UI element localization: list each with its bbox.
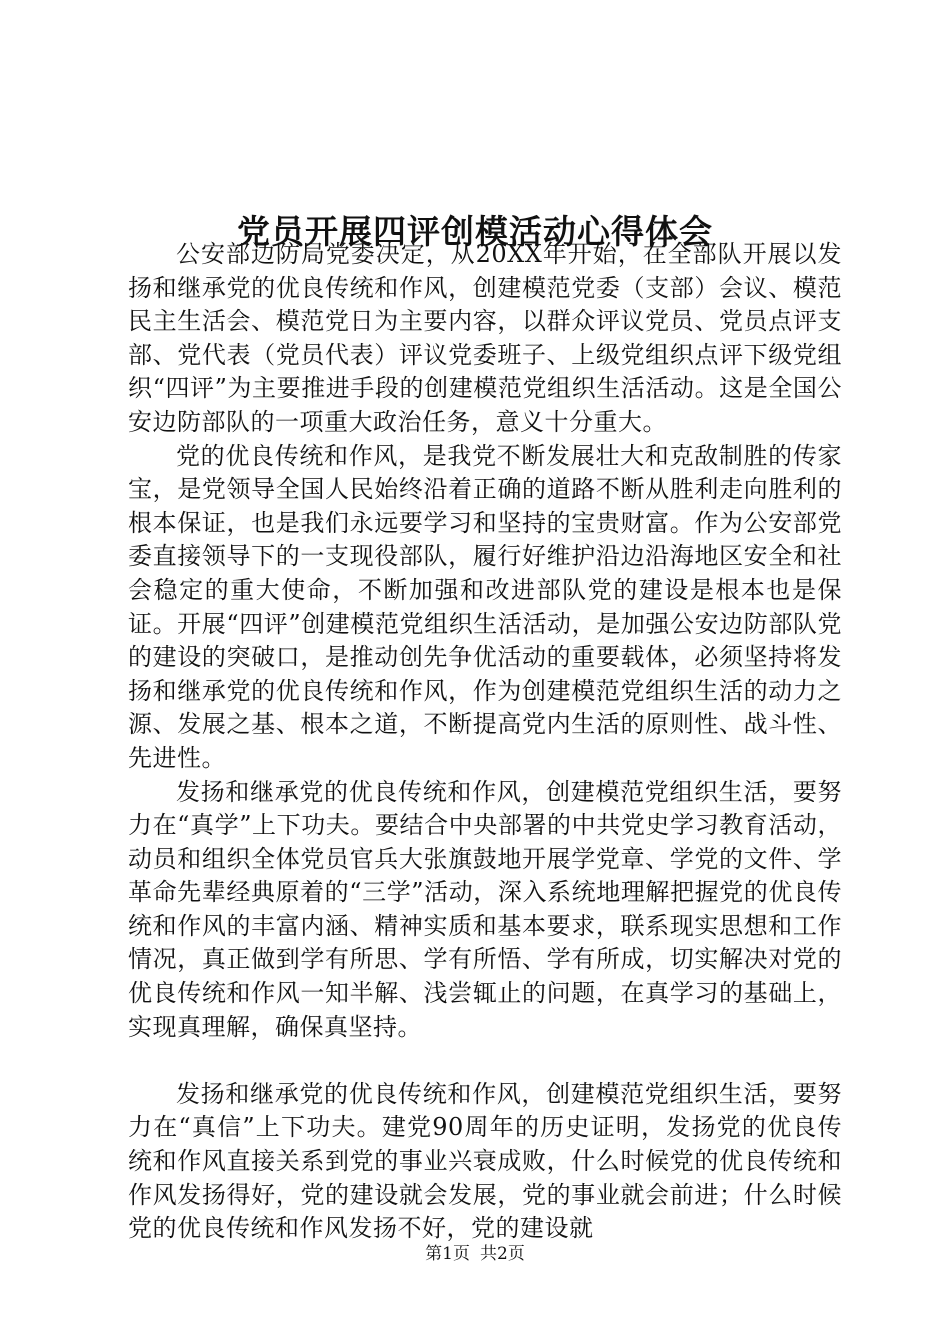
paragraph-3: 发扬和继承党的优良传统和作风，创建模范党组织生活，要努力在“真学”上下功夫。要结合中央部署的中共党史学习教育活动，动员和组织全体党员官兵大张旗鼓地开展学党章、学党的文件、学革命先辈经典原着的“三学”活动，深入系统地理解把握党的优良传统和作风的丰富内涵、精神实质和基本要求，联系现实思想和工作情况，真正做到学有所思、学有所悟、学有所成，切实解决对党的优良传统和作风一知半解、浅尝辄止的问题，在真学习的基础上，实现真理解，确保真坚持。: [128, 777, 842, 1041]
paragraph-4: 发扬和继承党的优良传统和作风，创建模范党组织生活，要努力在“真信”上下功夫。建党90周年的历史证明，发扬党的优良传统和作风直接关系到党的事业兴衰成败，什么时候党的优良传统和作风发扬得好，党的建设就会发展，党的事业就会前进；什么时候党的优良传统和作风发扬不好，党的建设就: [128, 1079, 842, 1243]
page-footer: [0, 1242, 950, 1266]
page-number: 第1页: [425, 1244, 470, 1264]
document-body: [128, 238, 842, 1246]
document-title: 党员开展四评创模活动心得体会: [237, 212, 713, 252]
paragraph-2: 党的优良传统和作风，是我党不断发展壮大和克敌制胜的传家宝，是党领导全国人民始终沿着正确的道路不断从胜利走向胜利的根本保证，也是我们永远要学习和坚持的宝贵财富。作为公安部党委直接领导下的一支现役部队，履行好维护沿边沿海地区安全和社会稳定的重大使命，不断加强和改进部队党的建设是根本也是保证。开展“四评”创建模范党组织生活活动，是加强公安边防部队党的建设的突破口，是推动创先争优活动的重要载体，必须坚持将发扬和继承党的优良传统和作风，作为创建模范党组织生活的动力之源、发展之基、根本之道，不断提高党内生活的原则性、战斗性、先进性。: [128, 441, 842, 772]
page-total: 共2页: [480, 1244, 525, 1264]
paragraph-1: 公安部边防局党委决定，从20XX年开始，在全部队开展以发扬和继承党的优良传统和作风，创建模范党委（支部）会议、模范民主生活会、模范党日为主要内容，以群众评议党员、党员点评支部、党代表（党员代表）评议党委班子、上级党组织点评下级党组织“四评”为主要推进手段的创建模范党组织生活活动。这是全国公安边防部队的一项重大政治任务，意义十分重大。: [128, 240, 842, 436]
